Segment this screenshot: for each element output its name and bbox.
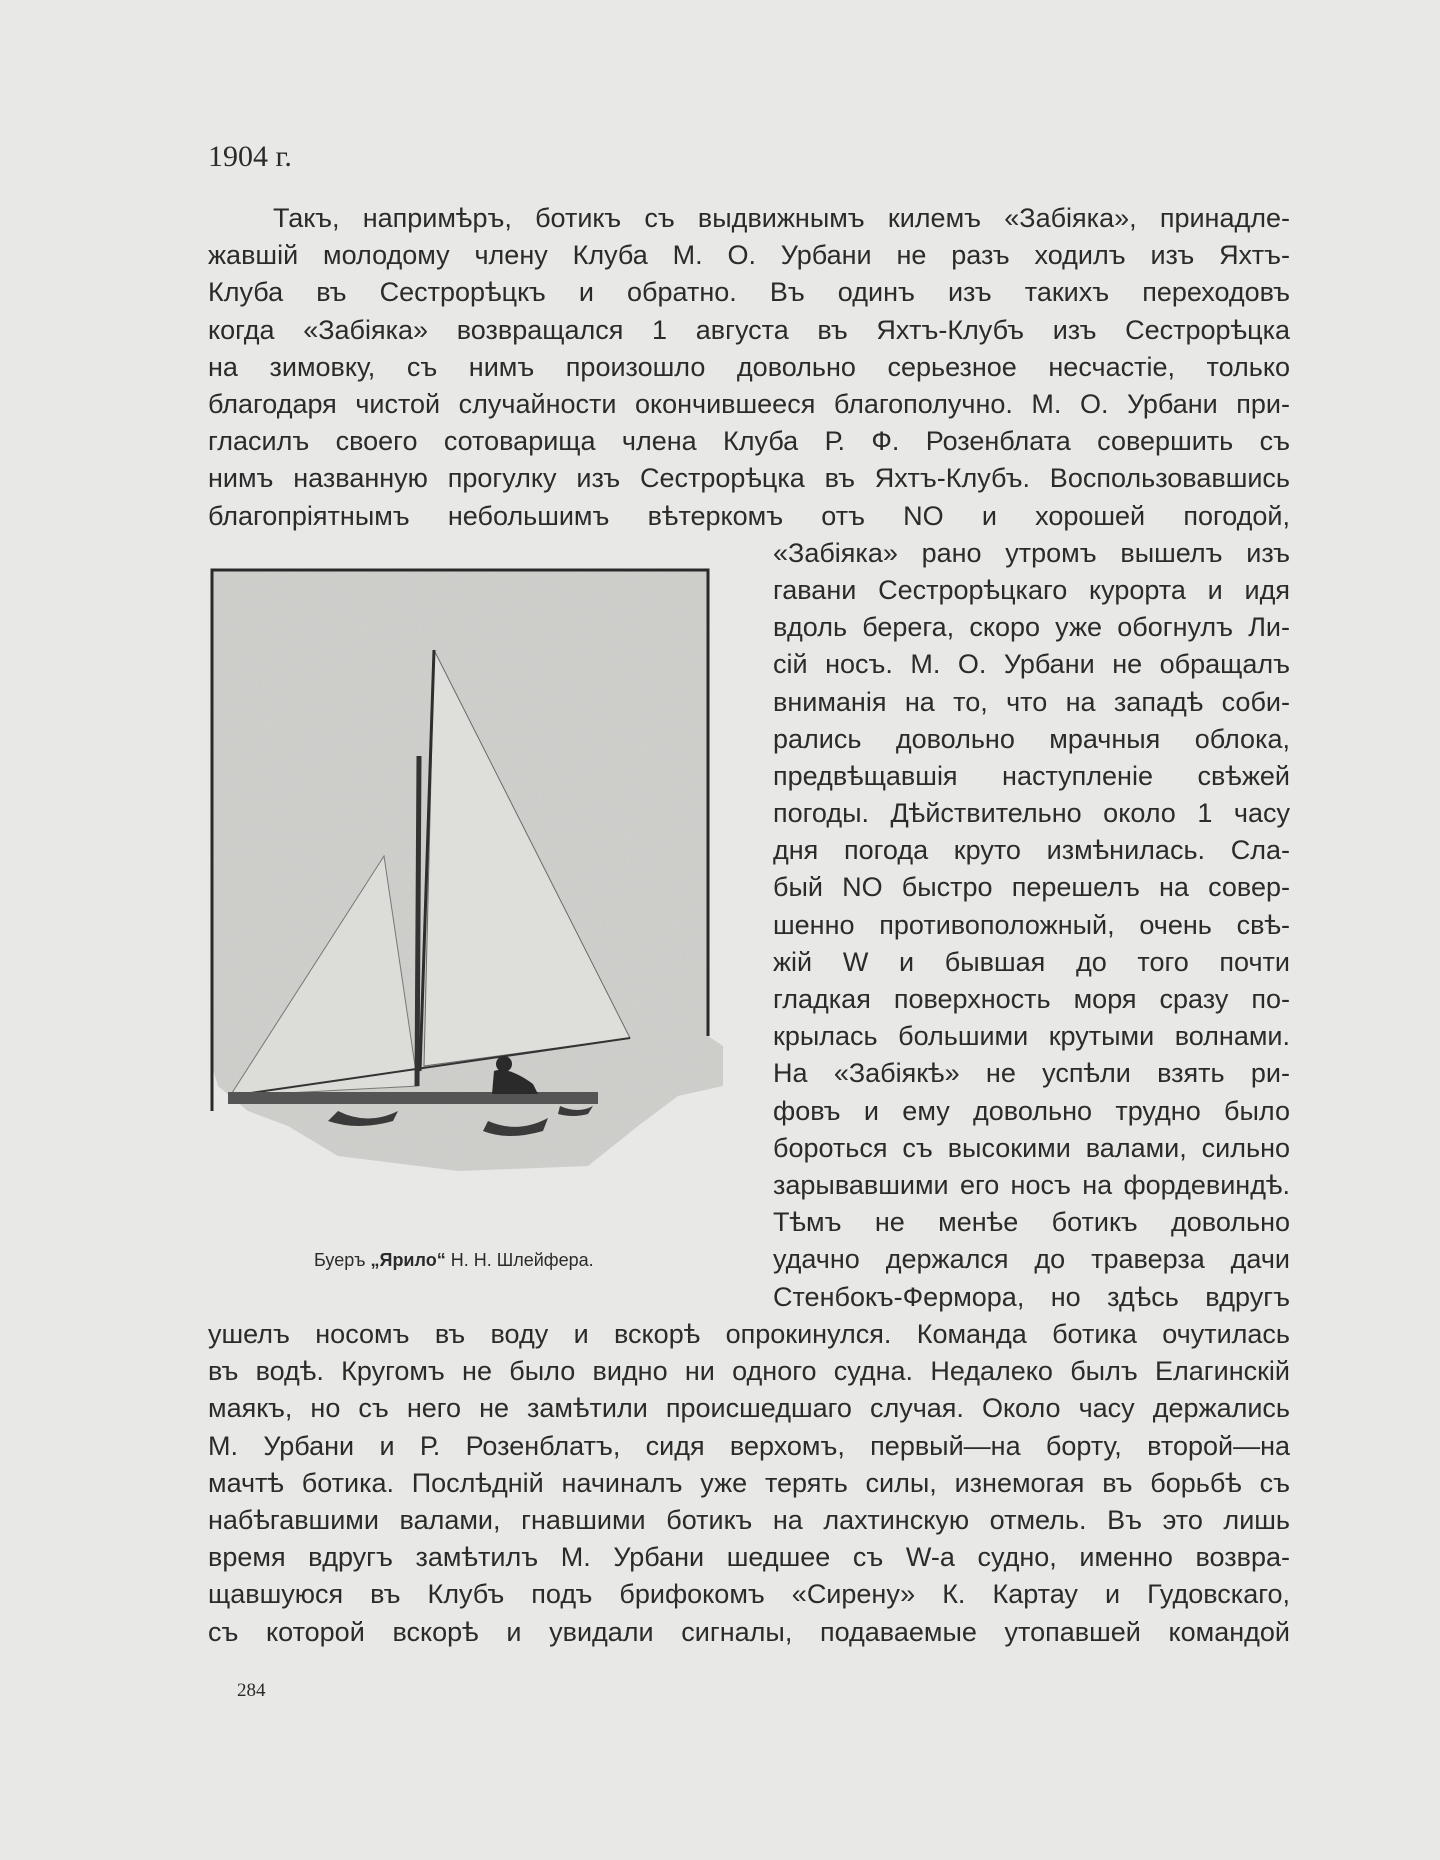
text-line: предвѣщавшія наступленіе свѣжей bbox=[773, 760, 1290, 791]
text-line: бый NO быстро перешелъ на совер- bbox=[773, 872, 1290, 903]
text-line: На «Забіякѣ» не успѣли взять ри- bbox=[773, 1058, 1290, 1089]
photo-caption bbox=[314, 1250, 594, 1271]
text-line: мачтѣ ботика. Послѣдній начиналъ уже терять силы, изнемогая въ борьбѣ съ bbox=[208, 1467, 1290, 1498]
text-line: шенно противоположный, очень свѣ- bbox=[773, 909, 1290, 940]
text-line: щавшуюся въ Клубъ подъ брифокомъ «Сирену» К. Картау и Гудовскаго, bbox=[208, 1579, 1290, 1610]
text-line: сій носъ. М. О. Урбани не обращалъ bbox=[773, 649, 1290, 680]
text-line: гавани Сестрорѣцкаго курорта и идя bbox=[773, 574, 1290, 605]
text-line: зарывавшими его носъ на фордевиндѣ. bbox=[773, 1169, 1290, 1200]
text-line: жій W и бывшая до того почти bbox=[773, 946, 1290, 977]
text-line: ушелъ носомъ въ воду и вскорѣ опрокинулся. Команда ботика очутилась bbox=[208, 1319, 1290, 1349]
text-line: благодаря чистой случайности окончившееся благополучно. М. О. Урбани при- bbox=[208, 388, 1290, 419]
text-line: рались довольно мрачныя облока, bbox=[773, 723, 1290, 754]
text-line: бороться съ высокими валами, сильно bbox=[773, 1132, 1290, 1163]
text-line: М. Урбани и Р. Розенблатъ, сидя верхомъ, первый—на борту, второй—на bbox=[208, 1430, 1290, 1461]
caption-boat-name: „Ярило“ bbox=[370, 1250, 446, 1270]
text-block-right-column bbox=[773, 535, 1290, 1316]
text-block-top bbox=[208, 200, 1290, 535]
text-line: жавшій молодому члену Клуба М. О. Урбани не разъ ходилъ изъ Яхтъ- bbox=[208, 240, 1290, 271]
text-line: когда «Забіяка» возвращался 1 августа въ Яхтъ-Клубъ изъ Сестрорѣцка bbox=[208, 314, 1290, 345]
text-line: удачно держался до траверза дачи bbox=[773, 1244, 1290, 1275]
text-line: благопріятнымъ небольшимъ вѣтеркомъ отъ NO и хорошей погодой, bbox=[208, 500, 1290, 531]
text-line: набѣгавшими валами, гнавшими ботикъ на лахтинскую отмель. Въ это лишь bbox=[208, 1504, 1290, 1535]
text-line: нимъ названную прогулку изъ Сестрорѣцка въ Яхтъ-Клубъ. Воспользовавшись bbox=[208, 463, 1290, 494]
text-line: гладкая поверхность моря сразу по- bbox=[773, 984, 1290, 1015]
page-heading-year: 1904 г. bbox=[208, 140, 292, 173]
text-line: фовъ и ему довольно трудно было bbox=[773, 1095, 1290, 1126]
caption-suffix: Н. Н. Шлейфера. bbox=[445, 1250, 594, 1270]
text-line: на зимовку, съ нимъ произошло довольно серьезное несчастіе, только bbox=[208, 351, 1290, 382]
page-number: 284 bbox=[237, 1680, 266, 1701]
text-line: Стенбокъ-Фермора, но здѣсь вдругъ bbox=[773, 1281, 1290, 1312]
text-line: Тѣмъ не менѣе ботикъ довольно bbox=[773, 1207, 1290, 1238]
text-line: гласилъ своего сотоварища члена Клуба Р. Ф. Розенблата совершить съ bbox=[208, 426, 1290, 457]
text-line: «Забіяка» рано утромъ вышелъ изъ bbox=[773, 537, 1290, 568]
iceboat-photo bbox=[208, 566, 728, 1176]
text-line: время вдругъ замѣтилъ М. Урбани шедшее съ W-а судно, именно возвра- bbox=[208, 1542, 1290, 1573]
text-line: Клуба въ Сестрорѣцкъ и обратно. Въ одинъ изъ такихъ переходовъ bbox=[208, 277, 1290, 308]
text-line: маякъ, но съ него не замѣтили происшедшаго случая. Около часу держались bbox=[208, 1393, 1290, 1424]
text-line: погоды. Дѣйствительно около 1 часу bbox=[773, 798, 1290, 829]
text-line: вдоль берега, скоро уже обогнулъ Ли- bbox=[773, 612, 1290, 643]
text-block-bottom bbox=[208, 1316, 1290, 1651]
caption-prefix: Буеръ bbox=[314, 1250, 371, 1270]
text-line: съ которой вскорѣ и увидали сигналы, подаваемые утопавшей командой bbox=[208, 1616, 1290, 1647]
text-line: крылась большими крутыми волнами. bbox=[773, 1021, 1290, 1052]
text-line: Такъ, напримѣръ, ботикъ съ выдвижнымъ килемъ «Забіяка», принадле- bbox=[273, 203, 1290, 233]
iceboat-illustration bbox=[208, 566, 728, 1176]
text-line: вниманія на то, что на западѣ соби- bbox=[773, 686, 1290, 717]
text-line: въ водѣ. Кругомъ не было видно ни одного судна. Недалеко былъ Елагинскій bbox=[208, 1356, 1290, 1387]
text-line: дня погода круто измѣнилась. Сла- bbox=[773, 835, 1290, 866]
